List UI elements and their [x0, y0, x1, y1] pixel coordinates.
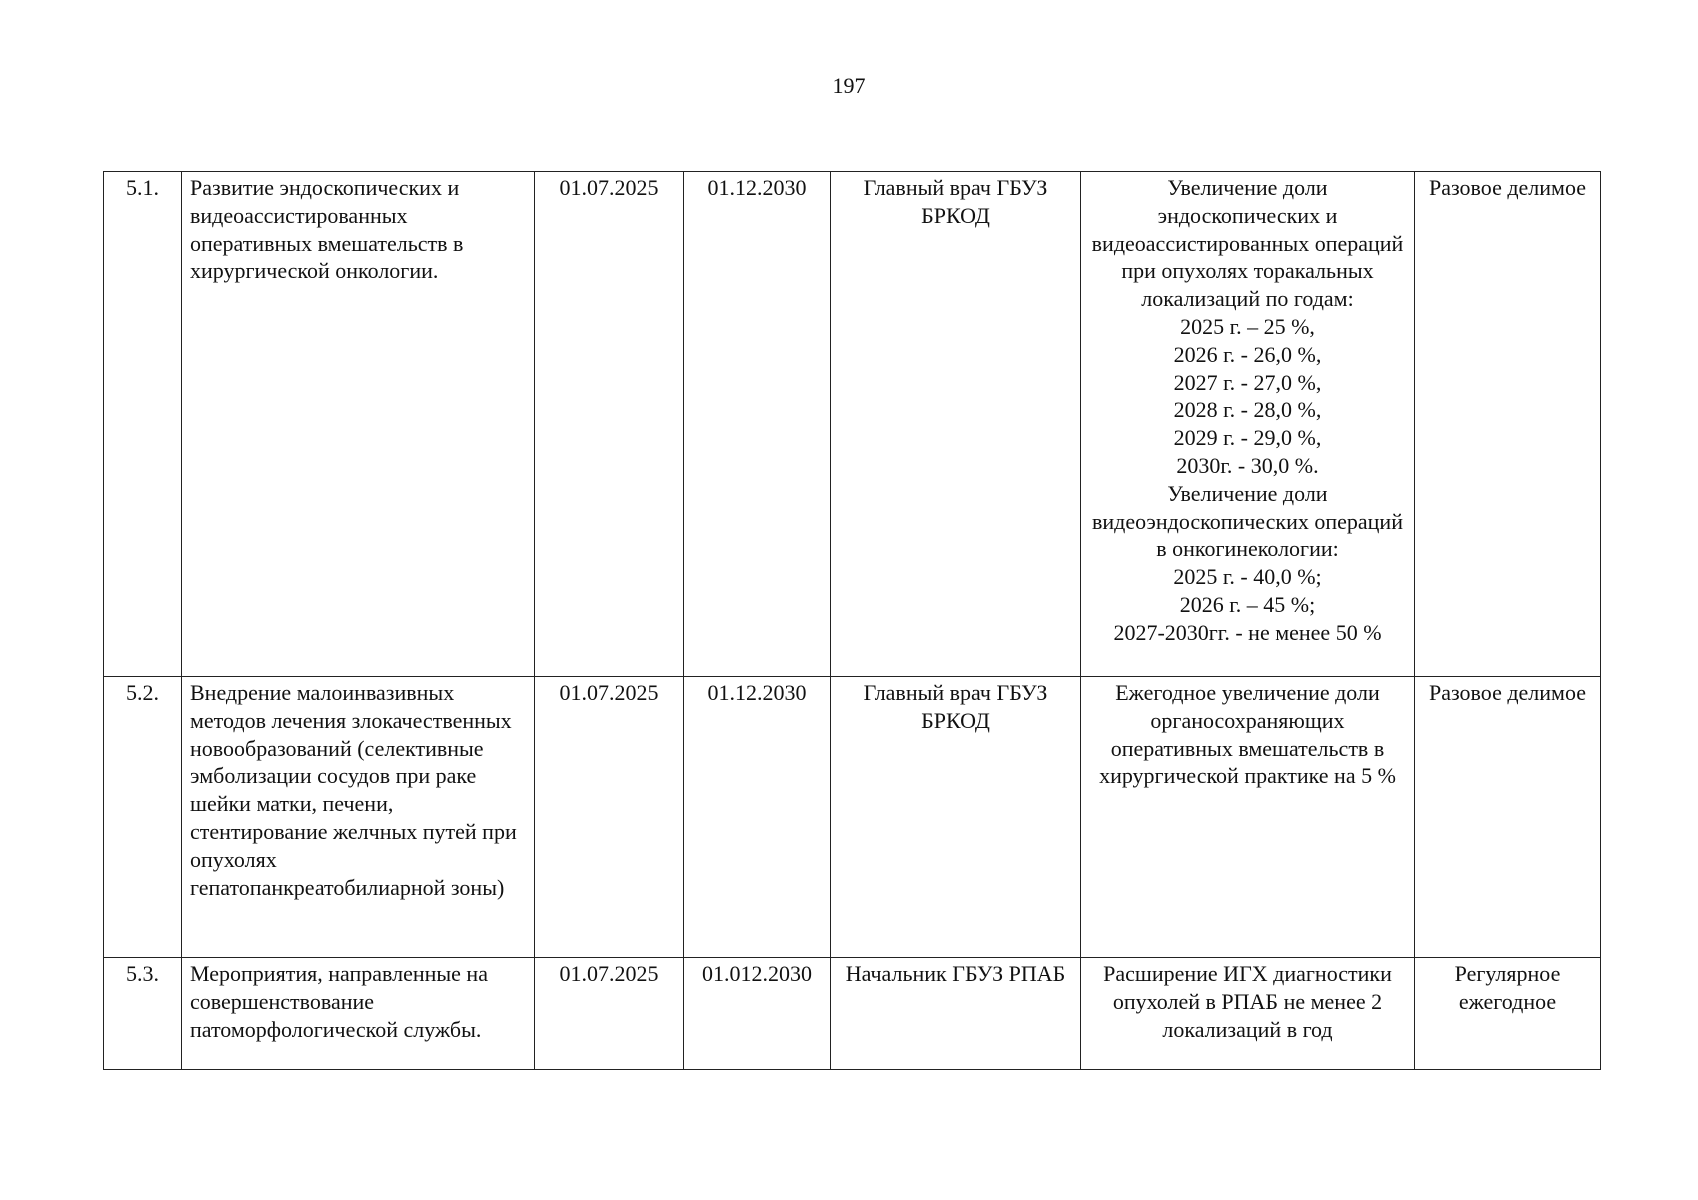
expected-result — [1081, 958, 1415, 1070]
activities-table — [103, 171, 1601, 1070]
result-line: 2028 г. - 28,0 %, — [1173, 397, 1322, 423]
start-date: 01.07.2025 — [535, 958, 684, 1070]
row-number: 5.3. — [104, 958, 182, 1070]
result-line: 2025 г. – 25 %, — [1180, 313, 1315, 339]
expected-result — [1081, 677, 1415, 958]
row-number: 5.2. — [104, 677, 182, 958]
responsible-person: Главный врач ГБУЗ БРКОД — [831, 677, 1081, 958]
page-number: 197 — [832, 73, 866, 98]
responsible-person: Начальник ГБУЗ РПАБ — [831, 958, 1081, 1070]
end-date: 01.012.2030 — [684, 958, 831, 1070]
activity-name: Развитие эндоскопических и видеоассистированных оперативных вмешательств в хирургической онкологии. — [182, 172, 535, 677]
activity-name: Мероприятия, направленные на совершенствование патоморфологической службы. — [182, 958, 535, 1070]
result-line: 2030г. - 30,0 %. — [1176, 452, 1319, 478]
start-date: 01.07.2025 — [535, 677, 684, 958]
result-line: 2027 г. - 27,0 %, — [1173, 369, 1322, 395]
result-line: Ежегодное увеличение доли органосохраняющих оперативных вмешательств в хирургической практике на 5 % — [1099, 680, 1396, 789]
start-date: 01.07.2025 — [535, 172, 684, 677]
expected-result — [1081, 172, 1415, 677]
table-row — [104, 172, 1601, 677]
end-date: 01.12.2030 — [684, 172, 831, 677]
result-line: Увеличение доли эндоскопических и видеоассистированных операций при опухолях торакальных локализаций по годам: — [1091, 175, 1404, 312]
row-number: 5.1. — [104, 172, 182, 677]
activity-type: Регулярное ежегодное — [1415, 958, 1601, 1070]
result-line: 2026 г. - 26,0 %, — [1173, 341, 1322, 367]
activity-name: Внедрение малоинвазивных методов лечения злокачественных новообразований (селективные эмболизации сосудов при раке шейки матки, печени, стентирование желчных путей при опухолях гепатопанкреатобилиарной зоны) — [182, 677, 535, 958]
table-row — [104, 677, 1601, 958]
result-line: 2025 г. - 40,0 %; — [1173, 564, 1322, 590]
activity-type: Разовое делимое — [1415, 677, 1601, 958]
responsible-person: Главный врач ГБУЗ БРКОД — [831, 172, 1081, 677]
table-row — [104, 958, 1601, 1070]
activity-type: Разовое делимое — [1415, 172, 1601, 677]
result-line: 2027-2030гг. - не менее 50 % — [1113, 619, 1382, 645]
end-date: 01.12.2030 — [684, 677, 831, 958]
result-line: 2026 г. – 45 %; — [1179, 591, 1316, 617]
result-line: Расширение ИГХ диагностики опухолей в РПАБ не менее 2 локализаций в год — [1103, 961, 1392, 1042]
result-line: 2029 г. - 29,0 %, — [1173, 425, 1322, 451]
result-line: Увеличение доли видеоэндоскопических операций в онкогинекологии: — [1092, 480, 1403, 562]
